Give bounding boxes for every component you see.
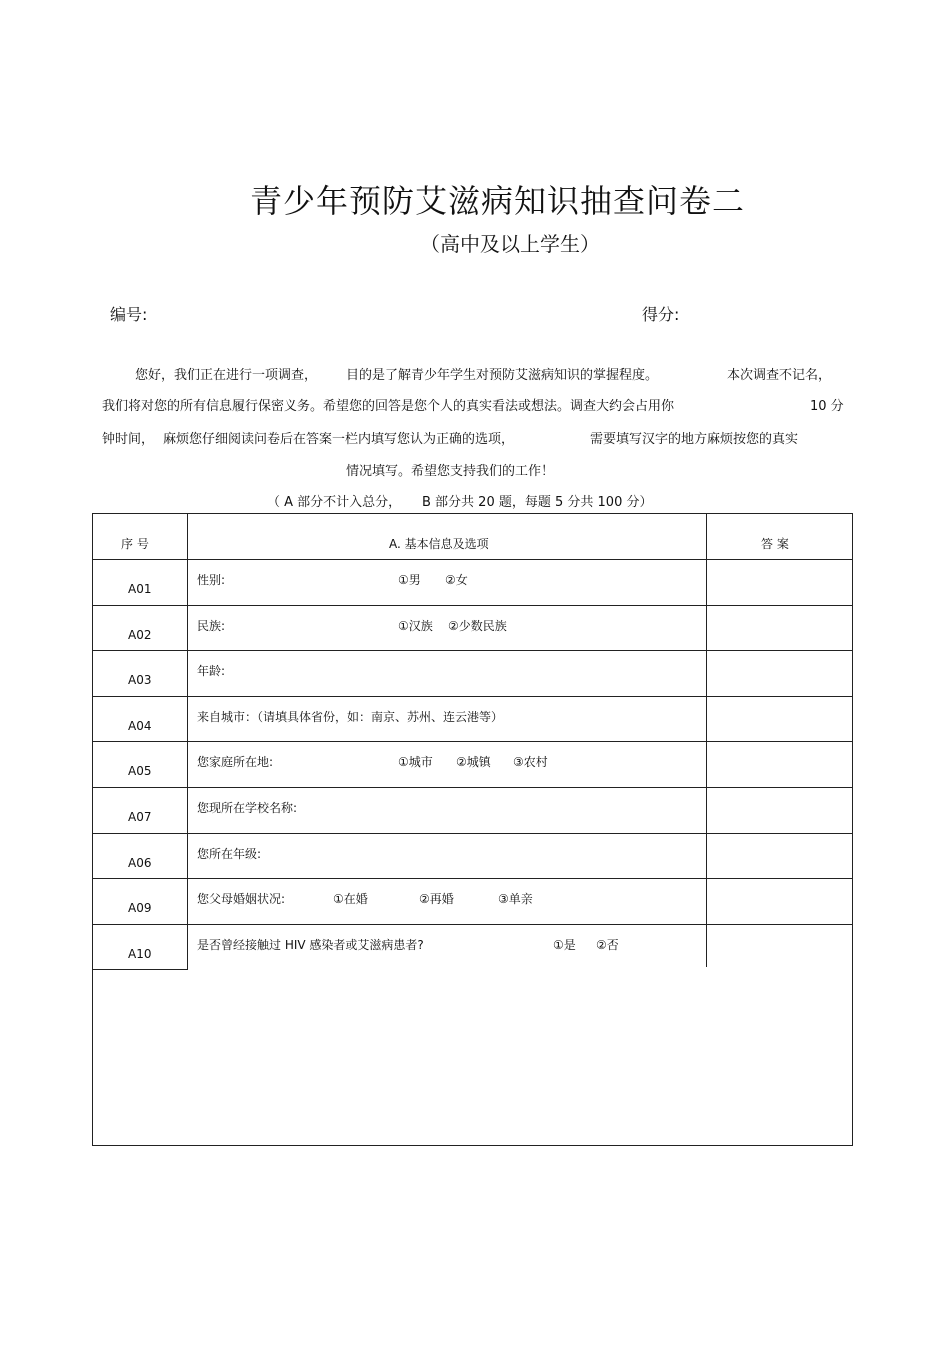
row-question: 您父母婚姻状况: — [197, 892, 286, 906]
col-header-info: A. 基本信息及选项 — [389, 537, 489, 551]
answer-cell[interactable] — [707, 697, 852, 741]
row-option: ②女 — [445, 573, 468, 587]
row-question: 您现所在学校名称: — [197, 801, 298, 815]
scoring-note-a: （ A 部分不计入总分， — [267, 495, 402, 510]
row-option: ②少数民族 — [448, 619, 507, 633]
row-option: ③单亲 — [498, 892, 533, 906]
id-label: 编号: — [110, 305, 148, 324]
row-code: A02 — [128, 628, 152, 642]
intro-line-3b: 麻烦您仔细阅读问卷后在答案一栏内填写您认为正确的选项， — [163, 432, 515, 447]
intro-line-1b: 目的是了解青少年学生对预防艾滋病知识的掌握程度。 — [346, 368, 659, 383]
intro-line-2a: 我们将对您的所有信息履行保密义务。希望您的回答是您个人的真实看法或想法。调查大约会占用你 — [102, 399, 675, 414]
row-option: ③农村 — [513, 755, 548, 769]
row-question: 您家庭所在地: — [197, 755, 274, 769]
row-option: ②否 — [596, 938, 619, 952]
answer-cell[interactable] — [707, 560, 852, 604]
row-code: A05 — [128, 764, 152, 778]
intro-line-2b: 10 分 — [810, 399, 844, 414]
answer-cell[interactable] — [707, 651, 852, 695]
row-question: 性别: — [197, 573, 226, 587]
intro-line-1c: 本次调查不记名， — [727, 368, 832, 383]
intro-line-3c: 需要填写汉字的地方麻烦按您的真实 — [590, 432, 799, 447]
row-code: A01 — [128, 582, 152, 596]
row-code: A06 — [128, 856, 152, 870]
row-option: ②再婚 — [419, 892, 454, 906]
scoring-note-b: B 部分共 20 题，每题 5 分共 100 分） — [422, 495, 653, 510]
row-code: A07 — [128, 810, 152, 824]
page-title: 青少年预防艾滋病知识抽查问卷二 — [249, 182, 745, 220]
row-code: A03 — [128, 673, 152, 687]
intro-line-4: 情况填写。希望您支持我们的工作！ — [346, 464, 555, 479]
row-option: ①汉族 — [398, 619, 433, 633]
col-header-answer: 答 案 — [761, 537, 789, 551]
row-question: 您所在年级: — [197, 847, 262, 861]
score-label: 得分: — [642, 305, 680, 324]
answer-cell[interactable] — [707, 834, 852, 878]
intro-line-1a: 您好，我们正在进行一项调查， — [135, 368, 318, 383]
row-option: ①在婚 — [333, 892, 368, 906]
row-code: A04 — [128, 719, 152, 733]
row-question: 民族: — [197, 619, 226, 633]
row-option: ②城镇 — [456, 755, 491, 769]
row-question: 来自城市：（请填具体省份，如：南京、苏州、连云港等） — [197, 710, 504, 724]
row-divider — [93, 969, 188, 970]
row-option: ①男 — [398, 573, 421, 587]
row-question: 是否曾经接触过 HIV 感染者或艾滋病患者? — [197, 938, 424, 952]
row-option: ①城市 — [398, 755, 433, 769]
row-code: A10 — [128, 947, 152, 961]
answer-cell[interactable] — [707, 925, 852, 969]
answer-cell[interactable] — [707, 788, 852, 832]
questionnaire-table — [92, 513, 853, 1146]
row-code: A09 — [128, 901, 152, 915]
answer-cell[interactable] — [707, 742, 852, 786]
answer-cell[interactable] — [707, 879, 852, 923]
col-header-no: 序 号 — [121, 537, 149, 551]
row-option: ①是 — [553, 938, 576, 952]
row-question: 年龄: — [197, 664, 226, 678]
answer-cell[interactable] — [707, 606, 852, 650]
page-subtitle: （高中及以上学生） — [420, 232, 600, 256]
intro-line-3a: 钟时间， — [102, 432, 155, 447]
